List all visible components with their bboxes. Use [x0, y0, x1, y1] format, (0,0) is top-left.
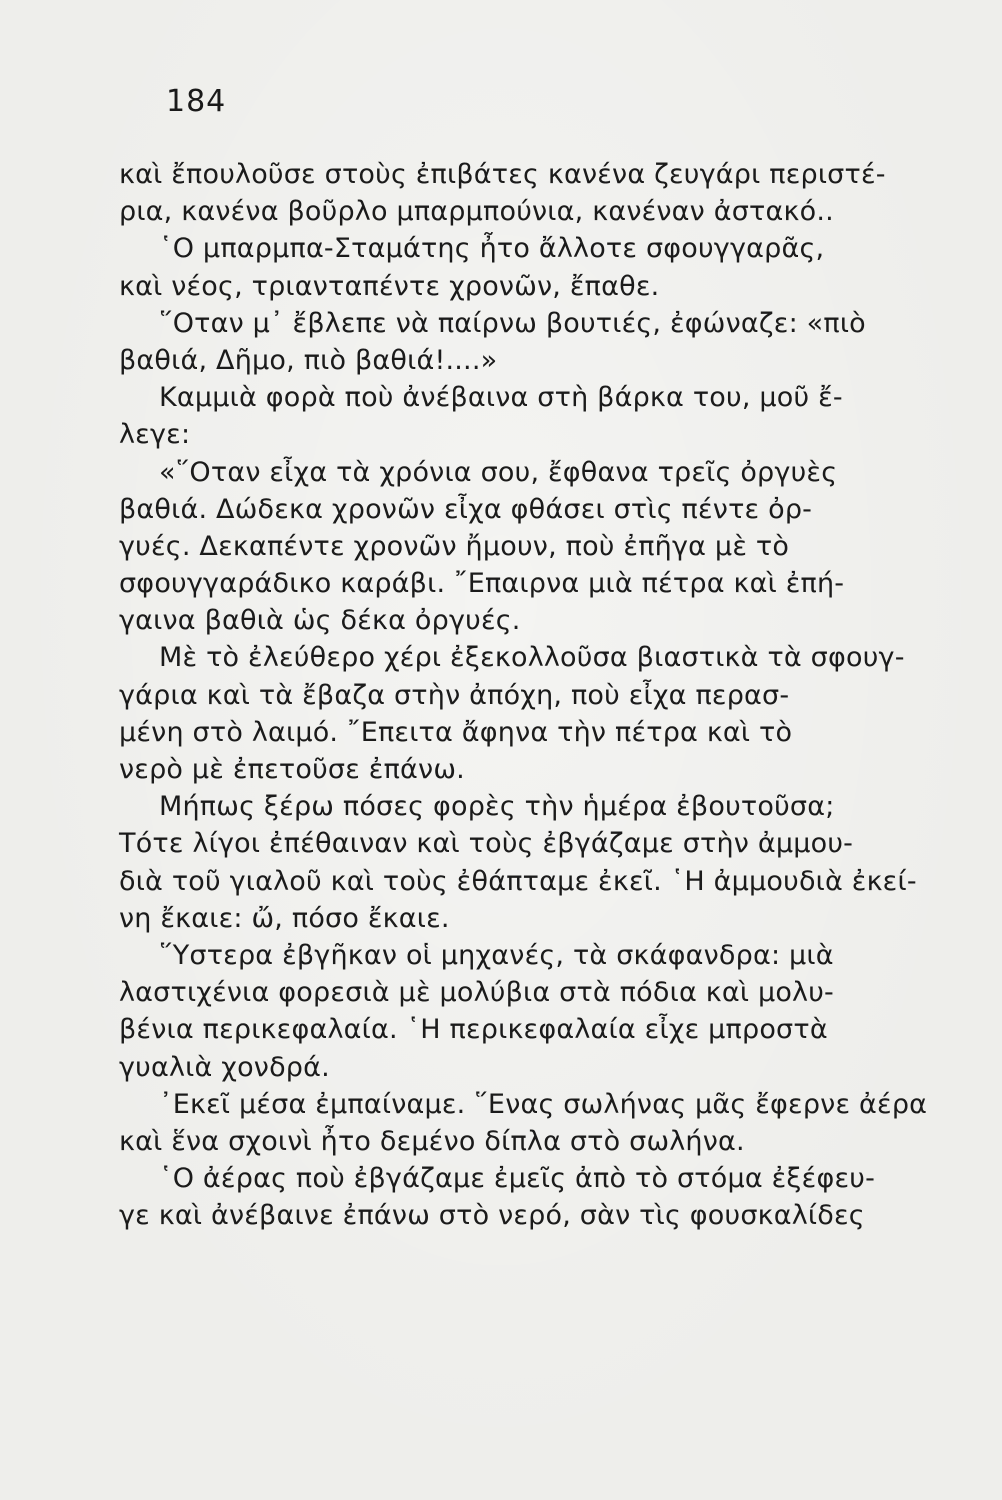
- text-line: ῾Ο μπαρμπα-Σταμάτης ἦτο ἄλλοτε σφουγγαρᾶς,: [159, 233, 825, 265]
- text-line: σφουγγαράδικο καράβι. ῎Επαιρνα μιὰ πέτρα καὶ ἐπή-: [119, 568, 845, 600]
- text-line: Τότε λίγοι ἐπέθαιναν καὶ τοὺς ἐβγάζαμε στὴν ἀμμου-: [119, 828, 854, 860]
- text-line: λαστιχένια φορεσιὰ μὲ μολύβια στὰ πόδια καὶ μολυ-: [119, 977, 834, 1009]
- text-line: Καμμιὰ φορὰ ποὺ ἀνέβαινα στὴ βάρκα του, μοῦ ἔ-: [159, 382, 843, 414]
- text-line: ῞Οταν μ᾿ ἔβλεπε νὰ παίρνω βουτιές, ἐφώναζε: «πιὸ: [159, 307, 866, 339]
- text-line: ᾿Εκεῖ μέσα ἐμπαίναμε. ῞Ενας σωλήνας μᾶς ἔφερνε ἀέρα: [159, 1088, 928, 1120]
- text-line: νη ἔκαιε: ὤ, πόσο ἔκαιε.: [119, 902, 450, 934]
- text-line: γυαλιὰ χονδρά.: [119, 1051, 330, 1083]
- text-line: βένια περικεφαλαία. ῾Η περικεφαλαία εἶχε μπροστὰ: [119, 1014, 828, 1046]
- text-line: λεγε:: [119, 419, 191, 451]
- page-number: 184: [166, 84, 227, 119]
- text-line: γυές. Δεκαπέντε χρονῶν ἤμουν, ποὺ ἐπῆγα μὲ τὸ: [119, 530, 790, 562]
- text-line: ρια, κανένα βοῦρλο μπαρμπούνια, κανέναν ἀστακό..: [119, 196, 834, 228]
- text-line: ῞Υστερα ἐβγῆκαν οἱ μηχανές, τὰ σκάφανδρα: μιὰ: [159, 939, 834, 971]
- text-line: βαθιά. Δώδεκα χρονῶν εἶχα φθάσει στὶς πέντε ὀρ-: [119, 493, 813, 525]
- text-line: μένη στὸ λαιμό. ῎Επειτα ἄφηνα τὴν πέτρα καὶ τὸ: [119, 716, 793, 748]
- text-line: καὶ νέος, τριανταπέντε χρονῶν, ἔπαθε.: [119, 270, 660, 302]
- text-line: καὶ ἕνα σχοινὶ ἦτο δεμένο δίπλα στὸ σωλήνα.: [119, 1125, 745, 1157]
- text-line: Μήπως ξέρω πόσες φορὲς τὴν ἡμέρα ἐβουτοῦσα;: [159, 791, 835, 823]
- text-line: Μὲ τὸ ἐλεύθερο χέρι ἐξεκολλοῦσα βιαστικὰ τὰ σφουγ-: [159, 642, 905, 674]
- text-line: διὰ τοῦ γιαλοῦ καὶ τοὺς ἐθάπταμε ἐκεῖ. ῾Η ἀμμουδιὰ ἐκεί-: [119, 865, 917, 897]
- text-line: γαινα βαθιὰ ὡς δέκα ὀργυές.: [119, 605, 521, 637]
- body-text: [119, 156, 939, 1234]
- text-line: βαθιά, Δῆμο, πιὸ βαθιά!....»: [119, 344, 498, 376]
- text-line: «῞Οταν εἶχα τὰ χρόνια σου, ἔφθανα τρεῖς ὀργυὲς: [159, 456, 838, 488]
- text-line: ῾Ο ἀέρας ποὺ ἐβγάζαμε ἐμεῖς ἀπὸ τὸ στόμα ἐξέφευ-: [159, 1163, 876, 1195]
- text-line: γάρια καὶ τὰ ἔβαζα στὴν ἀπόχη, ποὺ εἶχα περασ-: [119, 679, 790, 711]
- text-line: καὶ ἔπουλοῦσε στοὺς ἐπιβάτες κανένα ζευγάρι περιστέ-: [119, 159, 886, 190]
- text-line: γε καὶ ἀνέβαινε ἐπάνω στὸ νερό, σὰν τὶς φουσκαλίδες: [119, 1200, 865, 1232]
- text-line: νερὸ μὲ ἐπετοῦσε ἐπάνω.: [119, 754, 465, 785]
